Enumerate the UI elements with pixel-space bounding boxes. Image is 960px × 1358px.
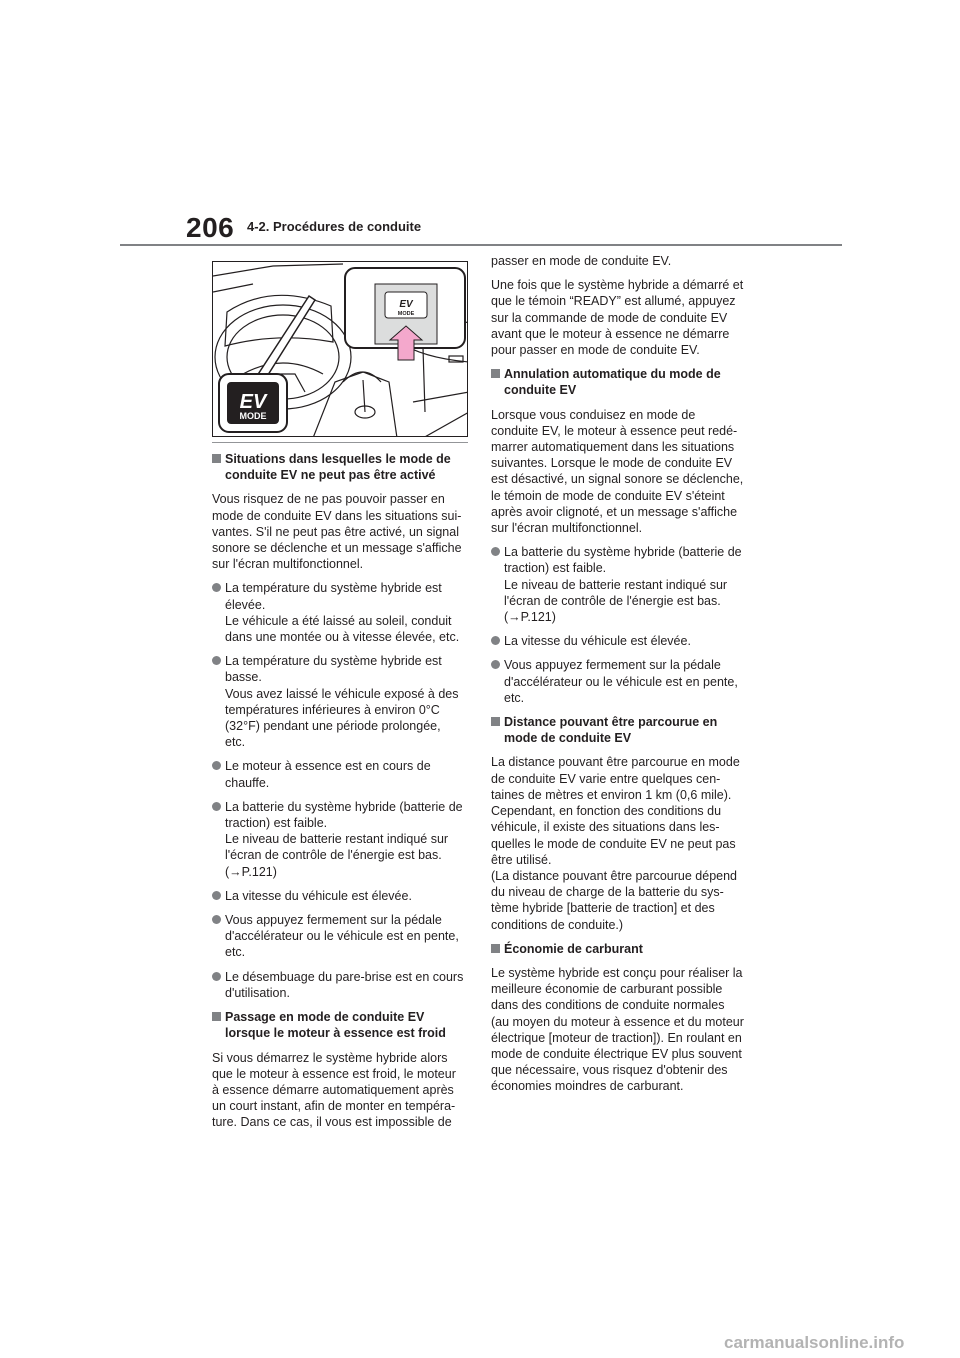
- text-line: vantes. S'il ne peut pas être activé, un signal: [212, 524, 459, 539]
- list-item: [212, 758, 470, 790]
- figure-rule: [212, 442, 468, 443]
- text-line: sur l'écran multifonctionnel.: [212, 557, 364, 572]
- text-line: tème hybride [batterie de traction] et des: [491, 901, 715, 916]
- text-line: élevée.: [225, 597, 266, 612]
- text-line: l'écran de contrôle de l'énergie est bas.: [504, 593, 721, 608]
- header-rule: [120, 244, 842, 246]
- list-item: [212, 912, 470, 961]
- text-line: La vitesse du véhicule est élevée.: [225, 888, 412, 903]
- text-line: La température du système hybride est: [225, 654, 442, 669]
- paragraph: [212, 491, 470, 572]
- text-line: à essence démarre automatiquement après: [212, 1082, 454, 1097]
- text-line: (32°F) pendant une période prolongée,: [225, 719, 441, 734]
- svg-text:EV: EV: [399, 299, 413, 310]
- text-line: est désactivé, un signal sonore se déclenche,: [491, 472, 744, 487]
- text-line: etc.: [504, 690, 525, 705]
- heading-line: conduite EV: [504, 383, 577, 398]
- text-line: que le témoin “READY” est allumé, appuyez: [491, 294, 736, 309]
- paragraph: [212, 1050, 470, 1131]
- text-line: l'écran de contrôle de l'énergie est bas.: [225, 848, 442, 863]
- round-bullet-icon: [491, 660, 500, 669]
- round-bullet-icon: [212, 891, 221, 900]
- text-line: Vous risquez de ne pas pouvoir passer en: [212, 492, 445, 507]
- list-item: [491, 657, 753, 706]
- heading-line: Économie de carburant: [504, 941, 643, 956]
- list-item: [212, 969, 470, 1001]
- text-line: Le niveau de batterie restant indiqué sur: [225, 832, 449, 847]
- text-line: dans des conditions de conduite normales: [491, 998, 725, 1013]
- paragraph: [491, 277, 753, 358]
- right-column: [491, 253, 753, 1103]
- text-line: La distance pouvant être parcourue en mode: [491, 755, 740, 770]
- text-line: Le moteur à essence est en cours de: [225, 759, 431, 774]
- text-line: traction) est faible.: [504, 561, 607, 576]
- text-line: températures inférieures à environ 0°C: [225, 702, 440, 717]
- text-line: La batterie du système hybride (batterie de: [225, 799, 463, 814]
- page-reference-link[interactable]: (→P.121): [225, 864, 277, 879]
- text-line: suivantes. Lorsque le mode de conduite EV: [491, 456, 733, 471]
- text-line: Le désembuage du pare-brise est en cours: [225, 969, 464, 984]
- text-line: d'accélérateur ou le véhicule est en pente,: [225, 929, 459, 944]
- square-bullet-icon: [212, 454, 221, 463]
- heading-line: conduite EV ne peut pas être activé: [225, 468, 436, 483]
- text-line: de conduite EV varie entre quelques cen-: [491, 771, 721, 786]
- heading-ev-distance: [491, 714, 753, 746]
- text-line: sur la commande de mode de conduite EV: [491, 310, 728, 325]
- section-title: 4-2. Procédures de conduite: [247, 219, 422, 234]
- paragraph: [491, 754, 753, 932]
- list-item: [212, 580, 470, 645]
- text-line: sonore se déclenche et un message s'affiche: [212, 541, 462, 556]
- text-line: Cependant, en fonction des conditions du: [491, 804, 722, 819]
- svg-text:MODE: MODE: [397, 311, 415, 317]
- list-item: [212, 888, 470, 904]
- heading-auto-cancel: [491, 366, 753, 398]
- text-line: dans une montée ou à vitesse élevée, etc.: [225, 630, 460, 645]
- text-line: meilleure économie de carburant possible: [491, 982, 723, 997]
- text-line: Une fois que le système hybride a démarré et: [491, 278, 744, 293]
- text-line: électrique [moteur de traction]). En roulant en: [491, 1030, 742, 1045]
- text-line: mode de conduite électrique EV plus souvent: [491, 1046, 742, 1061]
- text-line: Vous avez laissé le véhicule exposé à des: [225, 686, 459, 701]
- text-line: véhicule, il existe des situations dans les-: [491, 820, 720, 835]
- heading-cold-engine: [212, 1009, 470, 1041]
- text-line: du niveau de charge de la batterie du sys-: [491, 885, 724, 900]
- round-bullet-icon: [212, 761, 221, 770]
- text-line: traction) est faible.: [225, 816, 328, 831]
- round-bullet-icon: [212, 802, 221, 811]
- text-line: que le moteur à essence est froid, le moteur: [212, 1066, 456, 1081]
- text-line: La batterie du système hybride (batterie de: [504, 545, 742, 560]
- round-bullet-icon: [212, 972, 221, 981]
- text-line: Le niveau de batterie restant indiqué sur: [504, 577, 728, 592]
- text-line: (au moyen du moteur à essence et du moteur: [491, 1014, 744, 1029]
- text-line: Vous appuyez fermement sur la pédale: [504, 658, 721, 673]
- list-item: [212, 799, 470, 880]
- list-item: [212, 653, 470, 750]
- text-line: La température du système hybride est: [225, 581, 442, 596]
- heading-line: Annulation automatique du mode de: [504, 367, 721, 382]
- text-line: passer en mode de conduite EV.: [491, 254, 672, 268]
- text-line: La vitesse du véhicule est élevée.: [504, 634, 691, 649]
- round-bullet-icon: [491, 547, 500, 556]
- heading-line: Passage en mode de conduite EV: [225, 1010, 425, 1025]
- text-line: après avoir clignoté, et un message s'affiche: [491, 504, 738, 519]
- text-line: d'utilisation.: [225, 985, 290, 1000]
- text-line: (La distance pouvant être parcourue dépend: [491, 868, 738, 883]
- text-line: basse.: [225, 670, 262, 685]
- heading-line: Distance pouvant être parcourue en: [504, 715, 718, 730]
- text-line: d'accélérateur ou le véhicule est en pente,: [504, 674, 738, 689]
- heading-fuel-economy: [491, 941, 753, 957]
- left-column: [212, 451, 470, 1139]
- text-line: mode de conduite EV dans les situations sui-: [212, 508, 462, 523]
- text-line: économies moindres de carburant.: [491, 1079, 684, 1094]
- text-line: le témoin de mode de conduite EV s'éteint: [491, 488, 725, 503]
- page-number: 206: [186, 212, 235, 243]
- square-bullet-icon: [491, 944, 500, 953]
- text-line: Le véhicule a été laissé au soleil, conduit: [225, 613, 452, 628]
- text-line: que nécessaire, vous risquez d'obtenir des: [491, 1063, 728, 1078]
- ev-mode-illustration: [212, 261, 468, 437]
- text-line: avant que le moteur à essence ne démarre: [491, 326, 730, 341]
- heading-ev-unavailable: [212, 451, 470, 483]
- round-bullet-icon: [212, 583, 221, 592]
- paragraph: [491, 407, 753, 537]
- text-line: conditions de conduite.): [491, 917, 624, 932]
- text-line: un court instant, afin de monter en tempéra-: [212, 1099, 456, 1114]
- text-line: taines de mètres et environ 1 km (0,6 mile).: [491, 787, 732, 802]
- text-line: sur l'écran multifonctionnel.: [491, 521, 643, 536]
- heading-line: lorsque le moteur à essence est froid: [225, 1026, 446, 1041]
- list-item: [491, 544, 753, 625]
- square-bullet-icon: [491, 369, 500, 378]
- text-line: Lorsque vous conduisez en mode de: [491, 407, 696, 422]
- square-bullet-icon: [212, 1012, 221, 1021]
- svg-text:MODE: MODE: [239, 411, 267, 421]
- paragraph: [491, 253, 753, 269]
- heading-line: mode de conduite EV: [504, 731, 632, 746]
- watermark-text: carmanualsonline.info: [724, 1333, 905, 1352]
- svg-text:EV: EV: [239, 391, 267, 413]
- text-line: Vous appuyez fermement sur la pédale: [225, 913, 442, 928]
- square-bullet-icon: [491, 717, 500, 726]
- page-reference-link[interactable]: (→P.121): [504, 610, 556, 625]
- text-line: Le système hybride est conçu pour réaliser la: [491, 965, 743, 980]
- dashboard-drawing: [213, 262, 468, 437]
- text-line: quelles le mode de conduite EV ne peut pas: [491, 836, 736, 851]
- round-bullet-icon: [212, 656, 221, 665]
- text-line: etc.: [225, 945, 246, 960]
- text-line: conduite EV, le moteur à essence peut redé-: [491, 423, 738, 438]
- text-line: etc.: [225, 735, 246, 750]
- text-line: marrer automatiquement dans les situations: [491, 440, 735, 455]
- text-line: ture. Dans ce cas, il vous est impossible de: [212, 1115, 452, 1130]
- round-bullet-icon: [491, 636, 500, 645]
- text-line: pour passer en mode de conduite EV.: [491, 343, 700, 358]
- heading-line: Situations dans lesquelles le mode de: [225, 452, 451, 466]
- text-line: chauffe.: [225, 775, 270, 790]
- round-bullet-icon: [212, 915, 221, 924]
- paragraph: [491, 965, 753, 1095]
- text-line: être utilisé.: [491, 852, 552, 867]
- text-line: Si vous démarrez le système hybride alors: [212, 1050, 448, 1065]
- list-item: [491, 633, 753, 649]
